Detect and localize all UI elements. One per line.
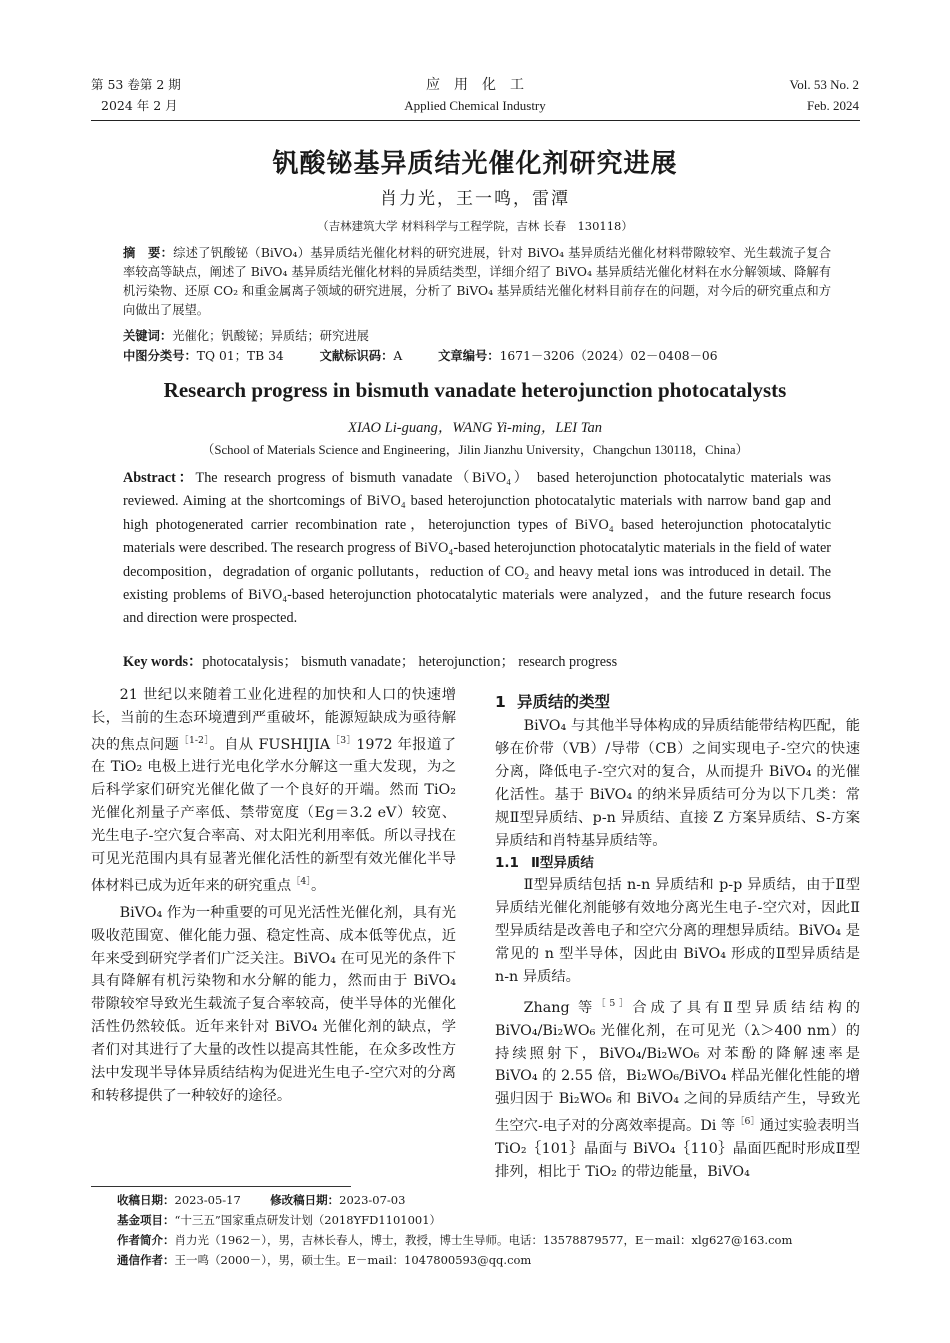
intro-paragraph-2: BiVO₄ 作为一种重要的可见光活性光催化剂，具有光吸收范围宽、催化能力强、稳定性高、成本低等优点，近年来受到研究学者们广泛关注。BiVO₄ 在可见光的条件下具有降解有机污染物和水分解的能力，然而由于 BiVO₄ 带隙较窄导致光生载流子复合率较高，使半导体的光催化活性仍然较低。近年来针对 BiVO₄ 光催化剂的缺点，学者们对其进行了大量的改性以提高其性能，在众多改性方法中发现半导体异质结结构为促进光生电子-空穴对的分离和转移提供了一种较好的途径。 [91,904,456,1104]
keywords-cn-text: 光催化；钒酸铋；异质结；研究进展 [172,329,369,343]
clc-value: TQ 01；TB 34 [196,349,284,363]
abstract-en [123,467,831,631]
classification-line [123,347,831,366]
header-date-en: Feb. 2024 [807,98,859,113]
keywords-en-text: photocatalysis； bismuth vanadate； heterojunction； research progress [202,654,618,670]
citation: ［6］ [735,1116,760,1128]
section-1-1-paragraph-2: Zhang 等$^{[5]}$合成了具有Ⅱ型异质结结构的 BiVO₄/Bi₂WO₆ 光催化剂，在可见光（λ＞400 nm）的持续照射下，BiVO₄/Bi₂WO₆ 对苯酚的降解速率是 BiVO₄ 的 2.55 倍，Bi₂WO₆/BiVO₄ 样品光催化性能的增强归因于 Bi₂WO₆ 和 BiVO₄ 之间的异质结产生，导致光生空穴-电子对的分离效率提高。Di 等$^{[6]}$通过实验表明当 TiO₂｛101｝晶面与 BiVO₄｛110｝晶面匹配时形成Ⅱ型排列，相比于 TiO₂ 的带边能量，BiVO₄ [495,997,861,1180]
title-en: Research progress in bismuth vanadate heterojunction photocatalysts [163,378,787,402]
abstract-en-text: The research progress of bismuth vanadate（BiVO₄） based heterojunction photocatalytic materials was reviewed. Aiming at the shortcomings of BiVO₄ based heterojunction photocatalytic materials with narrow band gap and high photogenerated carrier recombination rate，heterojunction types of BiVO₄ based heterojunction photocatalytic materials were described. The research progress of BiVO₄-based heterojunction photocatalytic materials in the field of water decomposition，degradation of organic pollutants，reduction of CO₂ and heavy metal ions was introduced in detail. The existing problems of BiVO₄-based heterojunction photocatalytic materials were analyzed，and the future research focus and direction were prospected. [123,470,831,627]
abstract-cn [123,244,831,320]
keywords-cn [123,327,831,346]
abstract-cn-text: 综述了钒酸铋（BiVO₄）基异质结光催化材料的研究进展，针对 BiVO₄ 基异质结光催化材料带隙较窄、光生载流子复合率较高等缺点，阐述了 BiVO₄ 基异质结光催化材料的异质结类型，详细介绍了 BiVO₄ 基异质结光催化材料在水分解领域、降解有机污染物、还原 CO₂ 和重金属离子领域的研究进展，分析了 BiVO₄ 基异质结光催化材料目前存在的问题，对今后的研究重点和方向做出了展望。 [123,246,831,317]
intro-paragraph-1: 21 世纪以来随着工业化进程的加快和人口的快速增长，当前的生态环境遭到严重破坏，能源短缺成为亟待解决的焦点问题$^{[1-2]}$。自从 $FUSHIJIA^{[3]}1972$ 年报道了在 TiO₂ 电极上进行光电化学水分解这一重大发现，为之后科学家们研究光催化做了一个良好的开端。然而 TiO₂ 光催化剂量子产率低、禁带宽度（Eg＝3.2 eV）较宽、光生电子-空穴复合率高、对太阳光利用率低。所以寻找在可见光范围内具有显著光催化活性的新型有效光催化半导体材料已成为近年来的研究重点$^{[4]}$。 [91,687,456,894]
affiliation-cn: （吉林建筑大学 材料科学与工程学院，吉林 长春 130118） [317,219,633,233]
header-rule [91,120,860,121]
doc-code-value: A [393,349,403,363]
abstract-cn-label: 摘 要： [123,246,174,260]
citation: ［5］ [596,997,633,1009]
doc-code-label: 文献标识码： [319,349,394,363]
citation: ［4］ [291,876,311,888]
authors-en: XIAO Li-guang，WANG Yi-ming，LEI Tan [348,420,602,436]
header-journal-en: Applied Chemical Industry [404,98,546,113]
section-1-1-paragraph-1: Ⅱ型异质结包括 n-n 异质结和 p-p 异质结，由于Ⅱ型异质结光催化剂能够有效地分离光生电子-空穴对，因此Ⅱ型异质结是改善电子和空穴分离的理想异质结。BiVO₄ 是常见的 n 型半导体，因此由 BiVO₄ 形成的Ⅱ型异质结是 n-n 异质结。 [495,877,860,986]
header-journal-cn: 应 用 化 工 [426,77,524,93]
body-right-column [495,690,860,1184]
section-heading-1: 1 异质结的类型 [495,693,611,711]
header-date-cn: 2024 年 2 月 [101,98,178,113]
keywords-en-label: Key words： [123,654,203,670]
citation: ［1-2］ [179,734,210,746]
affiliation-en: （School of Materials Science and Engineering，Jilin Jianzhu University，Changchun 130118，China） [201,443,749,457]
page-title: 钒酸铋基异质结光催化剂研究进展 [272,149,678,179]
keywords-en [123,651,831,671]
article-no-label: 文章编号： [438,349,500,363]
header-vol-en: Vol. 53 No. 2 [789,77,859,92]
header-volume: 第 53 卷第 2 期 [91,77,181,92]
section-heading-1-1: 1.1 Ⅱ型异质结 [495,855,594,872]
keywords-cn-label: 关键词： [123,329,173,343]
clc-label: 中图分类号： [123,349,197,363]
footnote-rule [91,1186,351,1187]
footnote-corresponding: 通信作者：王一鸣（2000－），男，硕士生。E－mail：1047800593@qq.com [117,1253,532,1267]
footnote-author: 作者简介：肖力光（1962－），男，吉林长春人，博士，教授，博士生导师。电话：13578879577，E－mail：xlg627@163.com [117,1233,793,1247]
article-no-value: 1671－3206（2024）02－0408－06 [499,349,718,363]
footnote-dates: 收稿日期：2023-05-17 修改稿日期：2023-07-03 [117,1193,406,1207]
footnote-fund: 基金项目：“十三五”国家重点研发计划（2018YFD1101001） [117,1213,442,1227]
section-1-paragraph: BiVO₄ 与其他半导体构成的异质结能带结构匹配，能够在价带（VB）/导带（CB）之间实现电子-空穴的快速分离，降低电子-空穴对的复合，从而提升 BiVO₄ 的光催化活性。基于 BiVO₄ 的纳米异质结可分为以下几类：常规Ⅱ型异质结、p-n 异质结、直接 Z 方案异质结、S-方案异质结和肖特基异质结等。 [495,718,860,849]
body-left-column [91,684,456,1108]
authors-cn: 肖力光，王一鸣，雷潭 [380,189,570,209]
abstract-en-label: Abstract： [123,470,196,486]
citation: ［3］ [330,734,357,746]
